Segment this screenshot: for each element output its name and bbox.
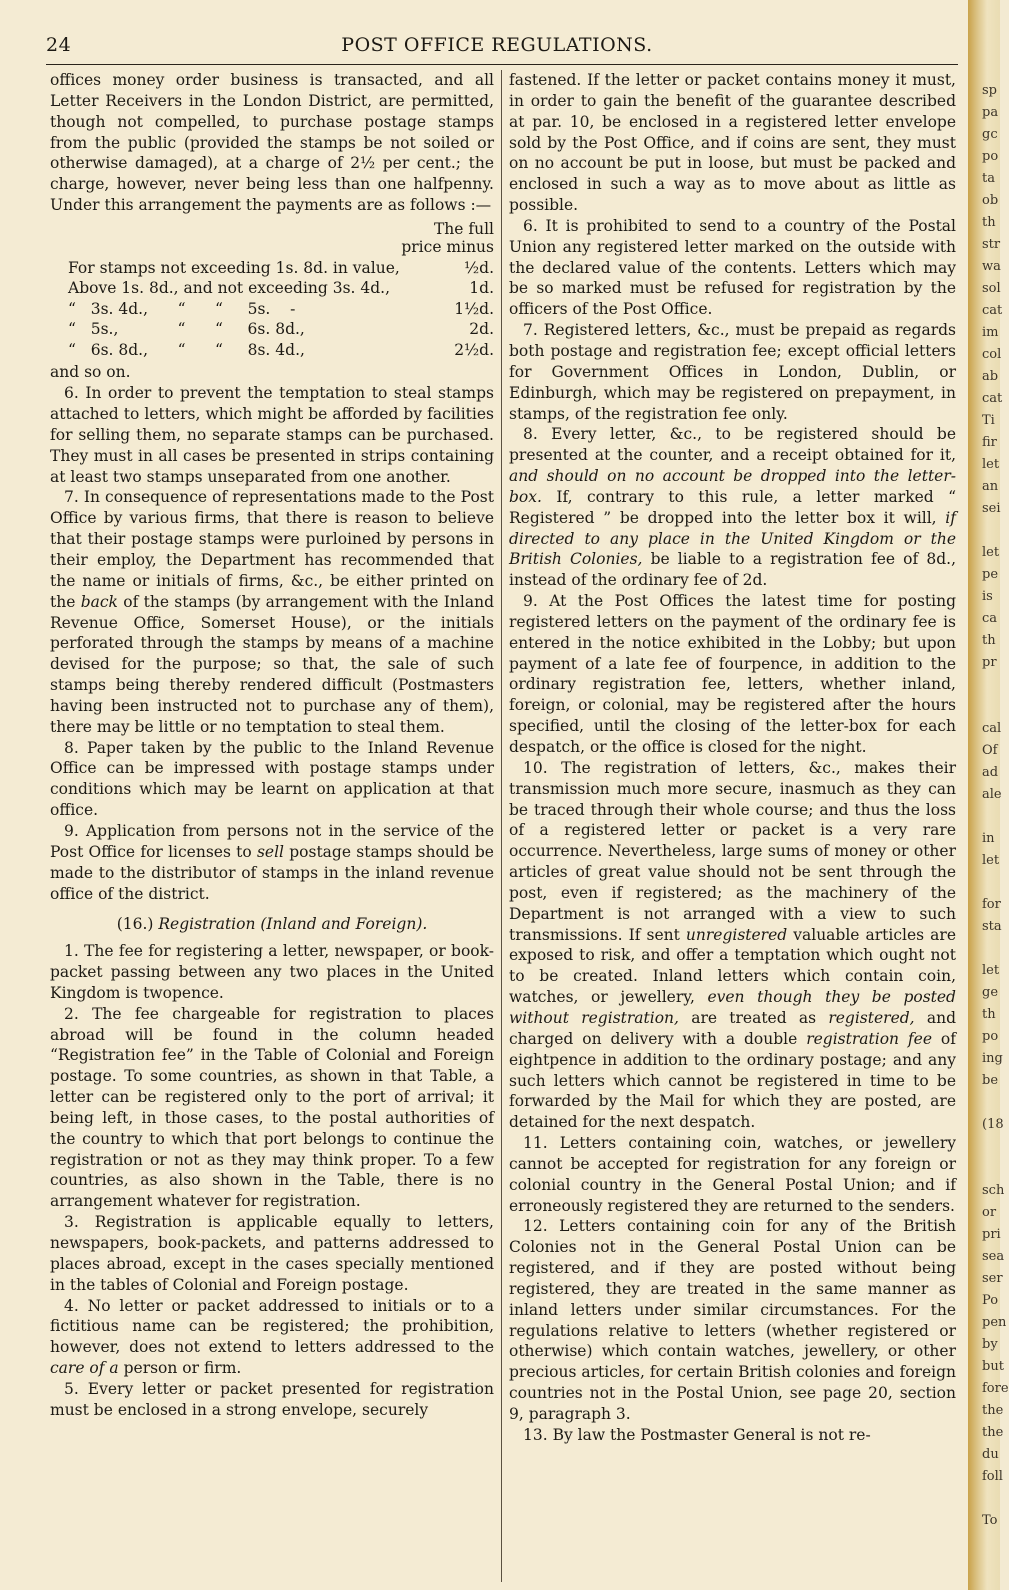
paragraph-stamp-purchase: offices money order business is transacted, and all Letter Receivers in the London District, are permitted, though not compelled, to purchase postage stamps from the public (provided the stamps be not soiled or otherwise damaged), at a charge of 2½ per cent.; the charge, however, never being less than one halfpenny. Under this arrangement the payments are as follows :— [50, 71, 494, 215]
para-8-text-b: If, contrary to this rule, a letter marked “ Registered ” be dropped into the letter box it will, [509, 487, 956, 527]
table-cell-label: “ 5s., “ “ 6s. 8d., [68, 320, 305, 339]
para-8-text-a: 8. Every letter, &c., to be registered should be presented at the counter, and a receipt obtained for it, [509, 425, 956, 465]
registration-para-4 [50, 1296, 494, 1379]
price-header-line-1: The full [433, 219, 494, 238]
registration-para-5: 5. Every letter or packet presented for registration must be enclosed in a strong envelope, securely [50, 1379, 494, 1419]
registration-para-1: 1. The fee for registering a letter, newspaper, or book-packet passing between any two places in the United Kingdom is twopence. [50, 942, 494, 1002]
para-10-italic-registered: registered, [828, 1008, 915, 1027]
paragraph-6: 6. In order to prevent the temptation to steal stamps attached to letters, which might be afforded by facilities for selling them, no separate stamps can be purchased. They must in all cases be presented in strips containing at least two stamps unseparated from one another. [50, 384, 494, 486]
para-10-text-a: 10. The registration of letters, &c., makes their transmission much more secure, inasmuch as they can be traced through their whole course; and thus the loss of a registered letter or packet is a very rare occurrence. Nevertheless, large sums of money or other articles of great value should not be sent through the post, even if registered; as the machinery of the Department is not arranged with a view to such transmissions. If sent [509, 758, 956, 944]
registration-para-9: 9. At the Post Offices the latest time for posting registered letters on the payment of the ordinary fee is entered in the notice exhibited in the Lobby; but upon payment of a late fee of fourpence, in addition to the ordinary registration fee, letters, whether inland, foreign, or colonial, may be registered after the hours specified, until the closing of the letter-box for each despatch, or the office is closed for the night. [509, 592, 956, 756]
para-10-text-e: of eightpence in addition to the ordinary postage; and any such letters which cannot be registered in time to be forwarded by the Mail for which they are posted, are detained for the next despatch. [509, 1029, 956, 1132]
para-10-text-c: are treated as [678, 1008, 829, 1027]
registration-para-2: 2. The fee chargeable for registration to places abroad will be found in the column headed “Registration fee” in the Table of Colonial and Foreign postage. To some countries, as shown in that Table, a letter can be registered only to the port of arrival; it being left, in those cases, to the postal authorities of the country to which that port belongs to continue the registration or not as they may think proper. To a few countries, as also shown in the Table, there is no arrangement whatever for registration. [50, 1004, 494, 1211]
and-so-on: and so on. [50, 363, 131, 382]
paragraph-9 [50, 821, 494, 904]
price-table [50, 258, 494, 361]
paragraph-8: 8. Paper taken by the public to the Inland Revenue Office can be impressed with postage stamps under conditions which may be learnt on application at that office. [50, 738, 494, 820]
adjacent-page-edge [968, 0, 1009, 1590]
section-heading [50, 914, 494, 935]
para-8-italic-a: and should on no account be dropped into the letter-box. [509, 467, 956, 506]
registration-para-7: 7. Registered letters, &c., must be prepaid as regards both postage and registration fee; except official letters for Government Offices in London, Dublin, or Edinburgh, which may be registered on prepayment, in stamps, of the registration fee only. [509, 321, 956, 423]
table-row [50, 258, 494, 279]
table-row [50, 340, 494, 361]
left-column [50, 70, 494, 1421]
para-10-text-b: valuable articles are exposed to risk, and offer a temptation which ought not to be created. Inland letters which contain coin, watches, or jewellery, [509, 925, 956, 1007]
paragraph-7 [50, 487, 494, 737]
adjacent-page-fragments: sp pa gc po ta ob th str wa sol cat im col ab cat Ti fir let an sei let pe is ca th pr cal Of ad ale in let for sta let ge th po ing be (18 sch or pri sea ser Po pen by but fore the the du foll To [982, 83, 1009, 1528]
price-table-header [50, 220, 494, 256]
table-cell-label: For stamps not exceeding 1s. 8d. in value, [68, 258, 400, 277]
registration-para-5-cont: fastened. If the letter or packet contains money it must, in order to gain the benefit of the guarantee described at par. 10, be enclosed in a registered letter envelope sold by the Post Office, and if coins are sent, they must on no account be put in loose, but must be packed and enclosed in such a way as to move about as little as possible. [509, 71, 956, 215]
right-column [509, 70, 956, 1446]
column-divider [501, 70, 502, 1582]
table-cell-value: 2d. [469, 320, 494, 339]
table-row [50, 299, 494, 320]
registration-para-4-text-a: 4. No letter or packet addressed to initials or to a fictitious name can be registered; the prohibition, however, does not extend to letters addressed to the [50, 1296, 494, 1357]
registration-para-11: 11. Letters containing coin, watches, or jewellery cannot be accepted for registration for any foreign or colonial country in the General Postal Union; and if erroneously registered they are returned to the senders. [509, 1134, 956, 1215]
registration-para-8 [509, 424, 956, 591]
running-head [46, 34, 948, 58]
para-10-italic-unregistered: unregistered [685, 925, 788, 944]
section-title: Registration (Inland and Foreign). [158, 915, 428, 934]
page-title: POST OFFICE REGULATIONS. [341, 34, 653, 56]
table-cell-label: “ 6s. 8d., “ “ 8s. 4d., [68, 340, 305, 359]
para-10-italic-even: even though they be posted without registration, [509, 988, 956, 1027]
registration-para-10 [509, 758, 956, 1133]
table-cell-value: ½d. [464, 258, 494, 277]
registration-para-4-text-b: person or firm. [118, 1359, 242, 1378]
table-cell-value: 1½d. [454, 299, 494, 318]
paragraph-7-text-a: 7. In consequence of representations made to the Post Office by various firms, that there is reason to believe that their postage stamps were purloined by persons in their employ, the Department has recommended that the name or initials of firms, &c., be either printed on the [50, 488, 494, 611]
table-cell-value: 1d. [469, 279, 494, 298]
paragraph-9-text-a: 9. Application from persons not in the service of the Post Office for licenses to [50, 821, 494, 861]
page-number: 24 [46, 34, 72, 56]
table-cell-value: 2½d. [454, 340, 494, 359]
paragraph-7-italic-back: back [80, 592, 118, 611]
para-8-italic-b: if directed to any place in the United Kingdom or the British Colonies, [509, 508, 956, 569]
para-8-text-c: be liable to a registration fee of 8d., instead of the ordinary fee of 2d. [509, 550, 956, 590]
section-number: (16.) [116, 915, 154, 934]
header-rule [46, 64, 958, 65]
para-10-italic-regfee: registration fee [806, 1029, 933, 1048]
registration-para-3: 3. Registration is applicable equally to letters, newspapers, book-packets, and patterns addressed to places abroad, except in the cases specially mentioned in the tables of Colonial and Foreign postage. [50, 1213, 494, 1294]
para-10-text-d: and charged on delivery with a double [509, 1008, 956, 1048]
paragraph-9-text-b: postage stamps should be made to the distributor of stamps in the inland revenue office of the district. [50, 842, 494, 903]
registration-para-6: 6. It is prohibited to send to a country of the Postal Union any registered letter marked on the outside with the declared value of the contents. Letters which may be so marked must be refused for registration by the officers of the Post Office. [509, 216, 956, 319]
table-row [50, 319, 494, 340]
table-cell-label: “ 3s. 4d., “ “ 5s. - [68, 299, 296, 318]
registration-para-12: 12. Letters containing coin for any of the British Colonies not in the General Postal Union can be registered, and if they are posted without being registered, they are treated in the same manner as inland letters under similar circumstances. For the regulations relative to letters (whether registered or otherwise) which contain watches, jewellery, or other precious articles, for certain British colonies and foreign countries not in the Postal Union, see page 20, section 9, paragraph 3. [509, 1217, 956, 1423]
paragraph-7-text-b: of the stamps (by arrangement with the Inland Revenue Office, Somerset House), or the initials perforated through the stamps by means of a machine devised for the purpose; so that, the sale of such stamps being thereby rendered difficult (Postmasters having been instructed not to purchase any of them), there may be little or no temptation to steal them. [50, 592, 494, 736]
table-cell-label: Above 1s. 8d., and not exceeding 3s. 4d., [68, 279, 391, 298]
price-header-line-2: price minus [401, 237, 494, 256]
table-row [50, 278, 494, 299]
registration-para-4-italic: care of a [50, 1359, 119, 1378]
registration-para-13: 13. By law the Postmaster General is not re- [523, 1425, 871, 1444]
paragraph-9-italic-sell: sell [256, 842, 284, 861]
